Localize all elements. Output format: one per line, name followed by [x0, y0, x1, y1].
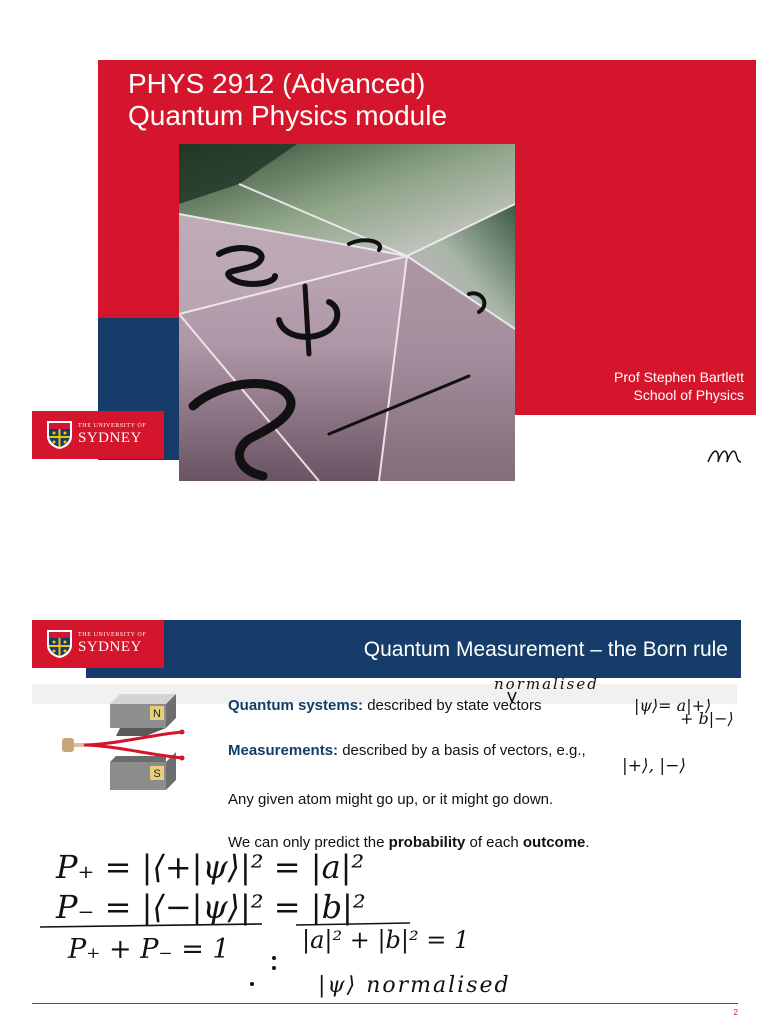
annotation-psi-normalised: |ψ⟩ normalised — [318, 973, 511, 998]
author-department: School of Physics — [633, 387, 744, 403]
psi-prism-photo-art — [179, 144, 515, 481]
crest-icon — [46, 629, 73, 659]
slide1-title-line1: PHYS 2912 (Advanced) — [128, 68, 426, 99]
bullet-probability — [228, 834, 590, 851]
psi-prism-photo — [179, 144, 515, 481]
university-logo — [32, 411, 164, 459]
bullet-label: Quantum systems: — [228, 697, 364, 714]
bullet-text-mid: of each — [465, 834, 523, 851]
author-block — [614, 368, 744, 404]
logo-small-text: THE UNIVERSITY OF — [78, 423, 147, 429]
bullet-text-post: . — [585, 834, 590, 851]
bullet-emphasis-outcome: outcome — [522, 834, 586, 851]
north-pole-label: N — [153, 708, 161, 720]
annotation-sum-ab: |a|² + |b|² = 1 — [302, 926, 470, 954]
dot-mark — [273, 967, 275, 969]
bullet-emphasis-probability: probability — [388, 834, 466, 851]
slide1-title — [128, 68, 447, 132]
annotation-sum-p: P₊ + P₋ = 1 — [68, 934, 230, 965]
dot-mark — [273, 957, 275, 959]
university-logo — [32, 620, 164, 668]
bullet-text: Any given atom might go up, or it might go down. — [228, 791, 554, 808]
underline-stroke — [40, 924, 262, 927]
south-pole-label: S — [153, 768, 161, 780]
bullet-atom-outcome — [228, 791, 553, 808]
author-name: Prof Stephen Bartlett — [614, 369, 744, 385]
logo-small-text: THE UNIVERSITY OF — [78, 632, 147, 638]
annotation-p-minus: P₋ = |⟨−|ψ⟩|² = |b|² — [56, 888, 366, 926]
dot-mark — [251, 983, 253, 985]
bullet-text: described by state vectors — [363, 697, 542, 714]
annotation-p-plus: P₊ = |⟨+|ψ⟩|² = |a|² — [56, 848, 365, 886]
bullet-text-pre: We can only predict the — [228, 834, 389, 851]
bullet-quantum-systems — [228, 697, 541, 714]
slide2-title: Quantum Measurement – the Born rule — [363, 638, 728, 661]
handwritten-m-mark — [706, 440, 742, 468]
bullet-text: described by a basis of vectors, e.g., — [338, 742, 586, 759]
bullet-measurements — [228, 742, 586, 759]
bullet-label: Measurements: — [228, 742, 339, 759]
annotation-psi-state: |ψ⟩= a|+⟩ — [634, 696, 712, 715]
underline-stroke — [296, 923, 410, 925]
slide1-title-line2: Quantum Physics module — [128, 100, 448, 131]
logo-big-text: SYDNEY — [78, 430, 142, 446]
footer-rule — [32, 1003, 738, 1004]
annotation-psi-state-cont: + b|−⟩ — [680, 709, 734, 728]
annotation-basis-vectors: |+⟩, |−⟩ — [622, 756, 687, 776]
stern-gerlach-illustration — [58, 690, 198, 808]
logo-big-text: SYDNEY — [78, 639, 142, 655]
crest-icon — [46, 420, 73, 450]
page-number: 2 — [733, 1008, 738, 1017]
annotation-normalised-top: normalised — [494, 675, 599, 693]
